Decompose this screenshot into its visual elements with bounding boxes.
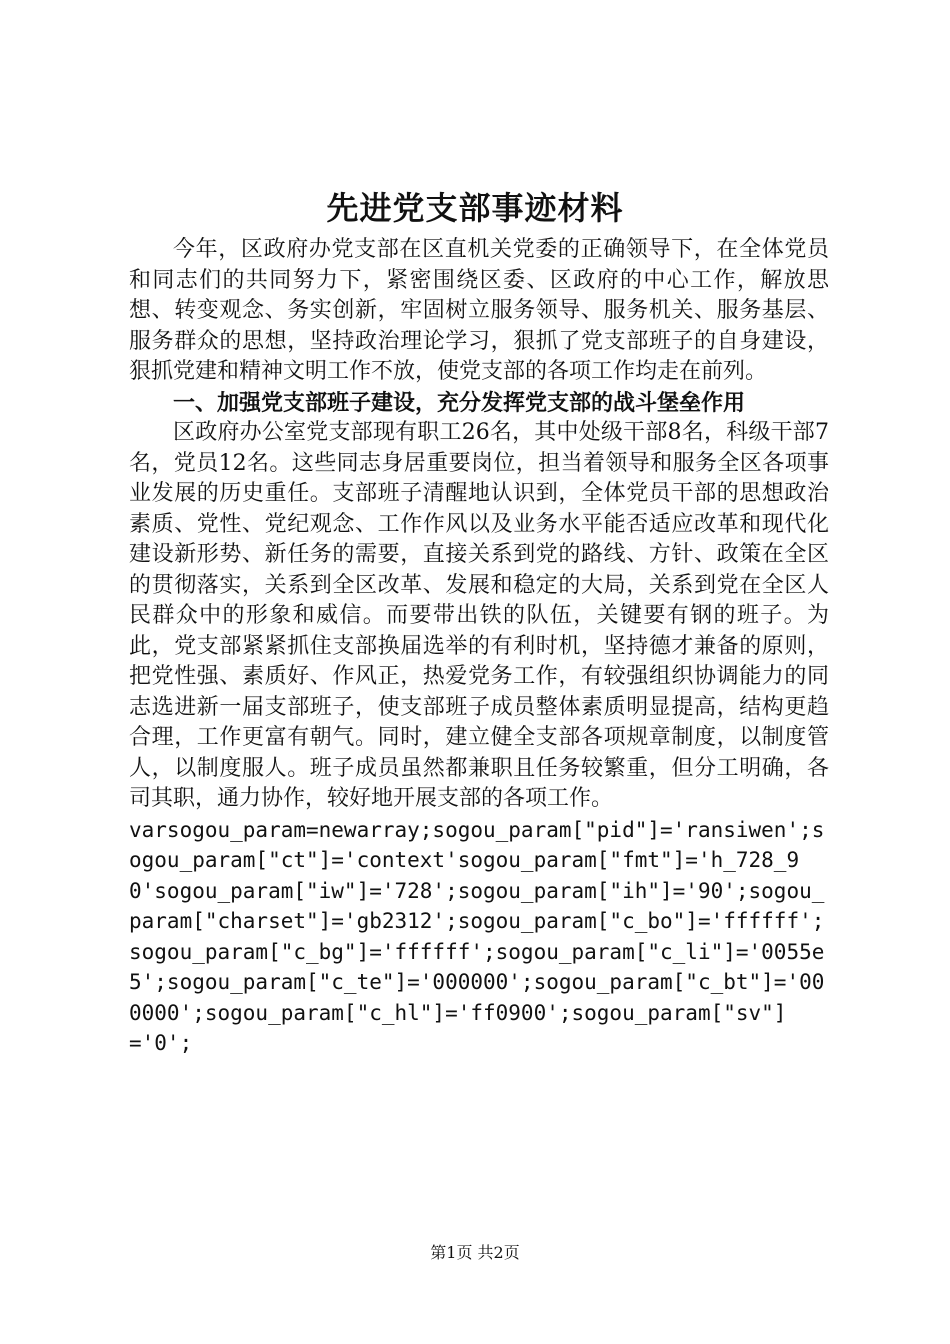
embedded-script-text: varsogou_param=newarray;sogou_param["pid"]='ransiwen';sogou_param["ct"]='context'sogou_param["fmt"]='h_728_90'sogou_param["iw"]='728';sogou_param["ih"]='90';sogou_param["charset"]='gb2312';sogou_param["c_bo"]='ffffff';sogou_param["c_bg"]='ffffff';sogou_param["c_li"]='0055e5';sogou_param["c_te"]='000000';sogou_param["c_bt"]='000000';sogou_param["c_hl"]='ff0900';sogou_param["sv"]='0'; (129, 817, 825, 1055)
document-body (129, 235, 829, 1059)
intro-paragraph: 今年，区政府办党支部在区直机关党委的正确领导下，在全体党员和同志们的共同努力下，紧密围绕区委、区政府的中心工作，解放思想、转变观念、务实创新，牢固树立服务领导、服务机关、服务基层、服务群众的思想，坚持政治理论学习，狠抓了党支部班子的自身建设，狠抓党建和精神文明工作不放，使党支部的各项工作均走在前列。 (129, 237, 829, 384)
section-heading: 一、加强党支部班子建设，充分发挥党支部的战斗堡垒作用 (173, 389, 746, 416)
page-number: 第1页 共2页 (430, 1243, 520, 1262)
document-title: 先进党支部事迹材料 (326, 189, 624, 227)
body-paragraph: 区政府办公室党支部现有职工26名，其中处级干部8名，科级干部7名，党员12名。这些同志身居重要岗位，担当着领导和服务全区各项事业发展的历史重任。支部班子清醒地认识到，全体党员干部的思想政治素质、党性、党纪观念、工作作风以及业务水平能否适应改革和现代化建设新形势、新任务的需要，直接关系到党的路线、方针、政策在全区的贯彻落实，关系到全区改革、发展和稳定的大局，关系到党在全区人民群众中的形象和威信。而要带出铁的队伍，关键要有钢的班子。为此，党支部紧紧抓住支部换届选举的有利时机，坚持德才兼备的原则，把党性强、素质好、作风正，热爱党务工作，有较强组织协调能力的同志选进新一届支部班子，使支部班子成员整体素质明显提高，结构更趋合理，工作更富有朝气。同时，建立健全支部各项规章制度，以制度管人，以制度服人。班子成员虽然都兼职且任务较繁重，但分工明确，各司其职，通力协作，较好地开展支部的各项工作。 (129, 420, 829, 811)
